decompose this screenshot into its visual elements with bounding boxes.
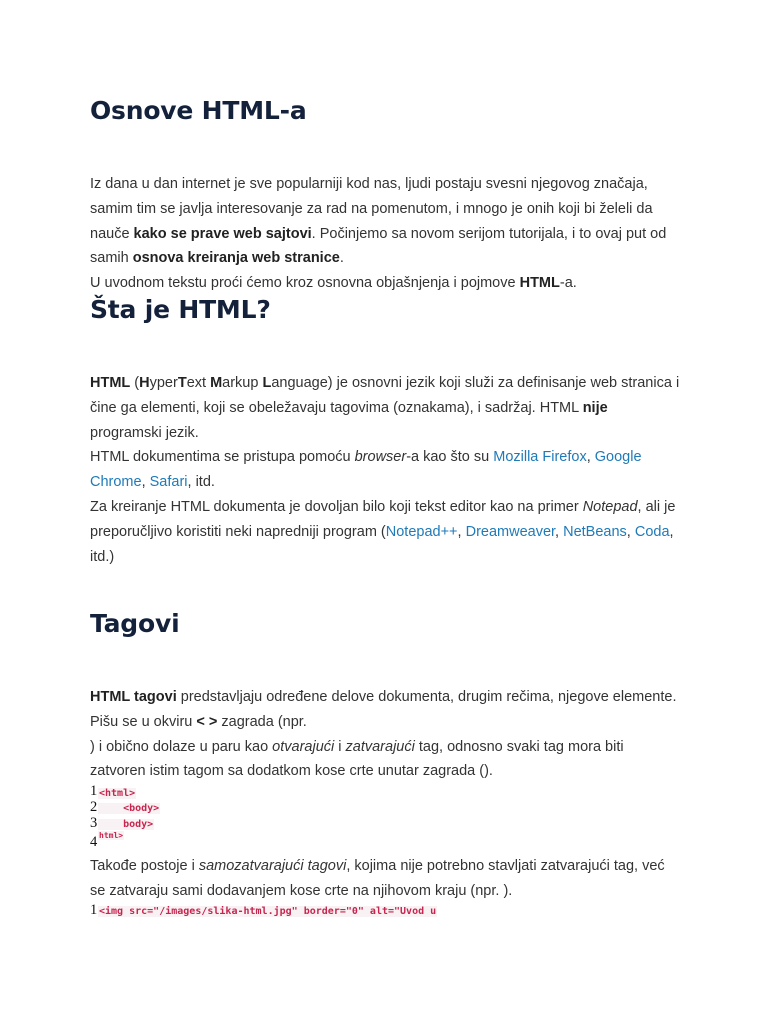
text: Za kreiranje HTML dokumenta je dovoljan bilo koji tekst editor kao na primer: [90, 498, 583, 515]
paragraph-html-definition: [90, 371, 680, 569]
text: yper: [149, 375, 178, 391]
code-text: <html>: [99, 788, 136, 799]
code-line: [90, 799, 160, 815]
bold-text: L: [262, 375, 272, 391]
text: arkup: [222, 375, 263, 391]
line-number: 2: [90, 799, 98, 815]
link-netbeans[interactable]: NetBeans: [563, 523, 627, 540]
code-text: <img src="/images/slika-html.jpg" border="0" alt="Uvod u: [99, 906, 437, 917]
bold-text: HTML: [519, 275, 560, 292]
italic-text: otvarajući: [272, 738, 335, 755]
link-notepad-plus-plus[interactable]: Notepad++: [385, 523, 458, 540]
text: , kojima nije potrebno stavljati zatvarajući tag, već se zatvaraju sami dodavanjem kose crte na njihovom kraju (npr. ).: [90, 858, 665, 899]
bold-text: H: [139, 375, 150, 391]
text: U uvodnom tekstu proći ćemo kroz osnovna objašnjenja i pojmove: [90, 275, 520, 292]
bold-text: HTML tagovi: [90, 689, 177, 705]
link-google-chrome[interactable]: Google Chrome: [90, 449, 642, 491]
paragraph-tagovi: [90, 685, 680, 784]
code-text: <body>: [99, 803, 160, 814]
text: Iz dana u dan internet je sve popularniji kod nas, ljudi postaju svesni njegovog značaja, samim tim se javlja interesovanje za rad na pomenutom, i mnogo je onih koji bi želeli da nauče: [90, 176, 653, 242]
link-safari[interactable]: Safari: [149, 474, 188, 491]
text: ,: [555, 523, 564, 540]
text: . Počinjemo sa novom serijom tutorijala, i to ovaj put od samih: [90, 225, 667, 267]
link-dreamweaver[interactable]: Dreamweaver: [465, 523, 556, 540]
code-line: [90, 815, 160, 831]
text: (: [130, 375, 140, 391]
text: zagrada (npr.: [217, 713, 307, 730]
text: programski jezik.: [90, 424, 199, 441]
text: ,: [141, 474, 150, 491]
text: -a.: [559, 275, 577, 292]
line-number: 1: [90, 902, 98, 918]
italic-text: Notepad: [582, 498, 638, 515]
bold-text: T: [177, 375, 187, 391]
paragraph-samozatvarajuci: [90, 854, 680, 904]
heading-tagovi: Tagovi: [90, 609, 180, 638]
bold-text: nije: [582, 399, 608, 416]
bold-text: osnova kreiranja web stranice: [132, 250, 340, 267]
text: .: [339, 250, 344, 267]
text: Takođe postoje i: [90, 858, 199, 874]
text: HTML dokumentima se pristupa pomoću: [90, 449, 355, 466]
text: i: [334, 738, 346, 755]
code-text: body>: [99, 819, 154, 830]
text: ext: [186, 375, 211, 391]
line-number: 4: [90, 834, 98, 850]
bold-text: HTML: [90, 375, 131, 391]
text: -a kao što su: [406, 449, 494, 466]
text: predstavljaju određene delove dokumenta, drugim rečima, njegove elemente. Pišu se u okviru: [90, 689, 677, 730]
heading-sta-je-html: Šta je HTML?: [90, 295, 271, 324]
text: ,: [626, 523, 635, 540]
text: ,: [586, 449, 595, 466]
code-line: [90, 902, 437, 920]
line-number: 1: [90, 783, 98, 799]
paragraph-intro: [90, 172, 680, 296]
bold-text: < >: [196, 713, 218, 730]
bold-text: M: [210, 375, 223, 391]
italic-text: browser: [354, 449, 407, 466]
text: tag, odnosno svaki tag mora biti zatvoren istim tagom sa dodatkom kose crte unutar zagrada ().: [90, 738, 624, 780]
code-line: [90, 831, 160, 850]
heading-osnove-html: Osnove HTML-a: [90, 96, 307, 125]
link-mozilla-firefox[interactable]: Mozilla Firefox: [493, 449, 587, 466]
text: anguage) je osnovni jezik koji služi za definisanje web stranica i čine ga elementi, koji se obeležavaju tagovima (oznakama), i sadržaj. HTML: [90, 375, 680, 416]
text: , itd.): [90, 523, 674, 565]
code-block-img: [90, 902, 437, 920]
link-coda[interactable]: Coda: [634, 523, 670, 540]
text: , itd.: [187, 474, 215, 491]
text: ) i obično dolaze u paru kao: [90, 738, 273, 755]
code-block-html-body: [90, 783, 160, 850]
code-text: html>: [99, 831, 124, 840]
bold-text: kako se prave web sajtovi: [133, 225, 312, 242]
line-number: 3: [90, 815, 98, 831]
text: , ali je preporučljivo koristiti neki napredniji program (: [90, 498, 676, 540]
italic-text: zatvarajući: [345, 738, 415, 755]
code-line: [90, 783, 160, 799]
text: ,: [457, 523, 466, 540]
italic-text: samozatvarajući tagovi: [198, 858, 347, 874]
